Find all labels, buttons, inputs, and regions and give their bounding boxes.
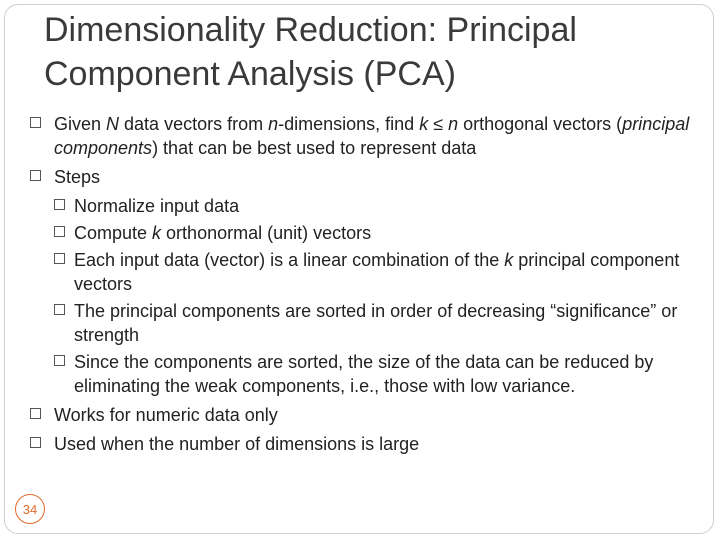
sub-bullet-text: principal component vectors bbox=[74, 250, 680, 294]
bullet-text-italic: principal components bbox=[54, 114, 690, 158]
sub-bullet-text: Each input data (vector) is a linear combination of the bbox=[74, 250, 505, 270]
square-bullet-icon bbox=[54, 226, 65, 237]
bullet-text-italic: n bbox=[448, 114, 459, 134]
sub-bullet-text: Normalize input data bbox=[74, 196, 240, 216]
square-bullet-icon bbox=[54, 355, 65, 366]
square-bullet-icon bbox=[30, 437, 41, 448]
square-bullet-icon bbox=[30, 170, 41, 181]
bullet-item bbox=[20, 112, 700, 160]
bullet-item bbox=[20, 165, 700, 398]
square-bullet-icon bbox=[54, 199, 65, 210]
sub-bullet-text: Compute bbox=[74, 223, 153, 243]
sub-bullet-item bbox=[54, 194, 700, 218]
bullet-text: ≤ bbox=[428, 114, 449, 134]
square-bullet-icon bbox=[54, 304, 65, 315]
bullet-text: Steps bbox=[54, 167, 101, 187]
bullet-text: Used when the number of dimensions is large bbox=[54, 434, 420, 454]
bullet-text: Given bbox=[54, 114, 107, 134]
sub-bullet-item bbox=[54, 221, 700, 245]
bullet-text: orthogonal vectors ( bbox=[458, 114, 623, 134]
bullet-item bbox=[20, 432, 700, 456]
bullet-text: ) that can be best used to represent data bbox=[152, 138, 477, 158]
sub-bullet-list bbox=[54, 194, 700, 398]
sub-bullet-item bbox=[54, 299, 700, 347]
bullet-list bbox=[20, 112, 700, 456]
bullet-text: Works for numeric data only bbox=[54, 405, 278, 425]
sub-bullet-text: orthonormal (unit) vectors bbox=[161, 223, 372, 243]
bullet-text-italic: n bbox=[268, 114, 279, 134]
sub-bullet-item bbox=[54, 248, 700, 296]
bullet-text: data vectors from bbox=[119, 114, 269, 134]
sub-bullet-text: Since the components are sorted, the size of the data can be reduced by eliminating the weak components, i.e., those with low variance. bbox=[74, 352, 654, 396]
square-bullet-icon bbox=[54, 253, 65, 264]
page-number-badge: 34 bbox=[15, 494, 45, 524]
square-bullet-icon bbox=[30, 117, 41, 128]
bullet-text-italic: k bbox=[419, 114, 429, 134]
square-bullet-icon bbox=[30, 408, 41, 419]
bullet-text-italic: N bbox=[106, 114, 120, 134]
sub-bullet-text-italic: k bbox=[152, 223, 162, 243]
sub-bullet-text-italic: k bbox=[504, 250, 514, 270]
bullet-text: -dimensions, find bbox=[278, 114, 420, 134]
slide-title: Dimensionality Reduction: Principal Component Analysis (PCA) bbox=[44, 11, 577, 93]
sub-bullet-text: The principal components are sorted in order of decreasing “significance” or strength bbox=[74, 301, 678, 345]
bullet-item bbox=[20, 403, 700, 427]
sub-bullet-item bbox=[54, 350, 700, 398]
